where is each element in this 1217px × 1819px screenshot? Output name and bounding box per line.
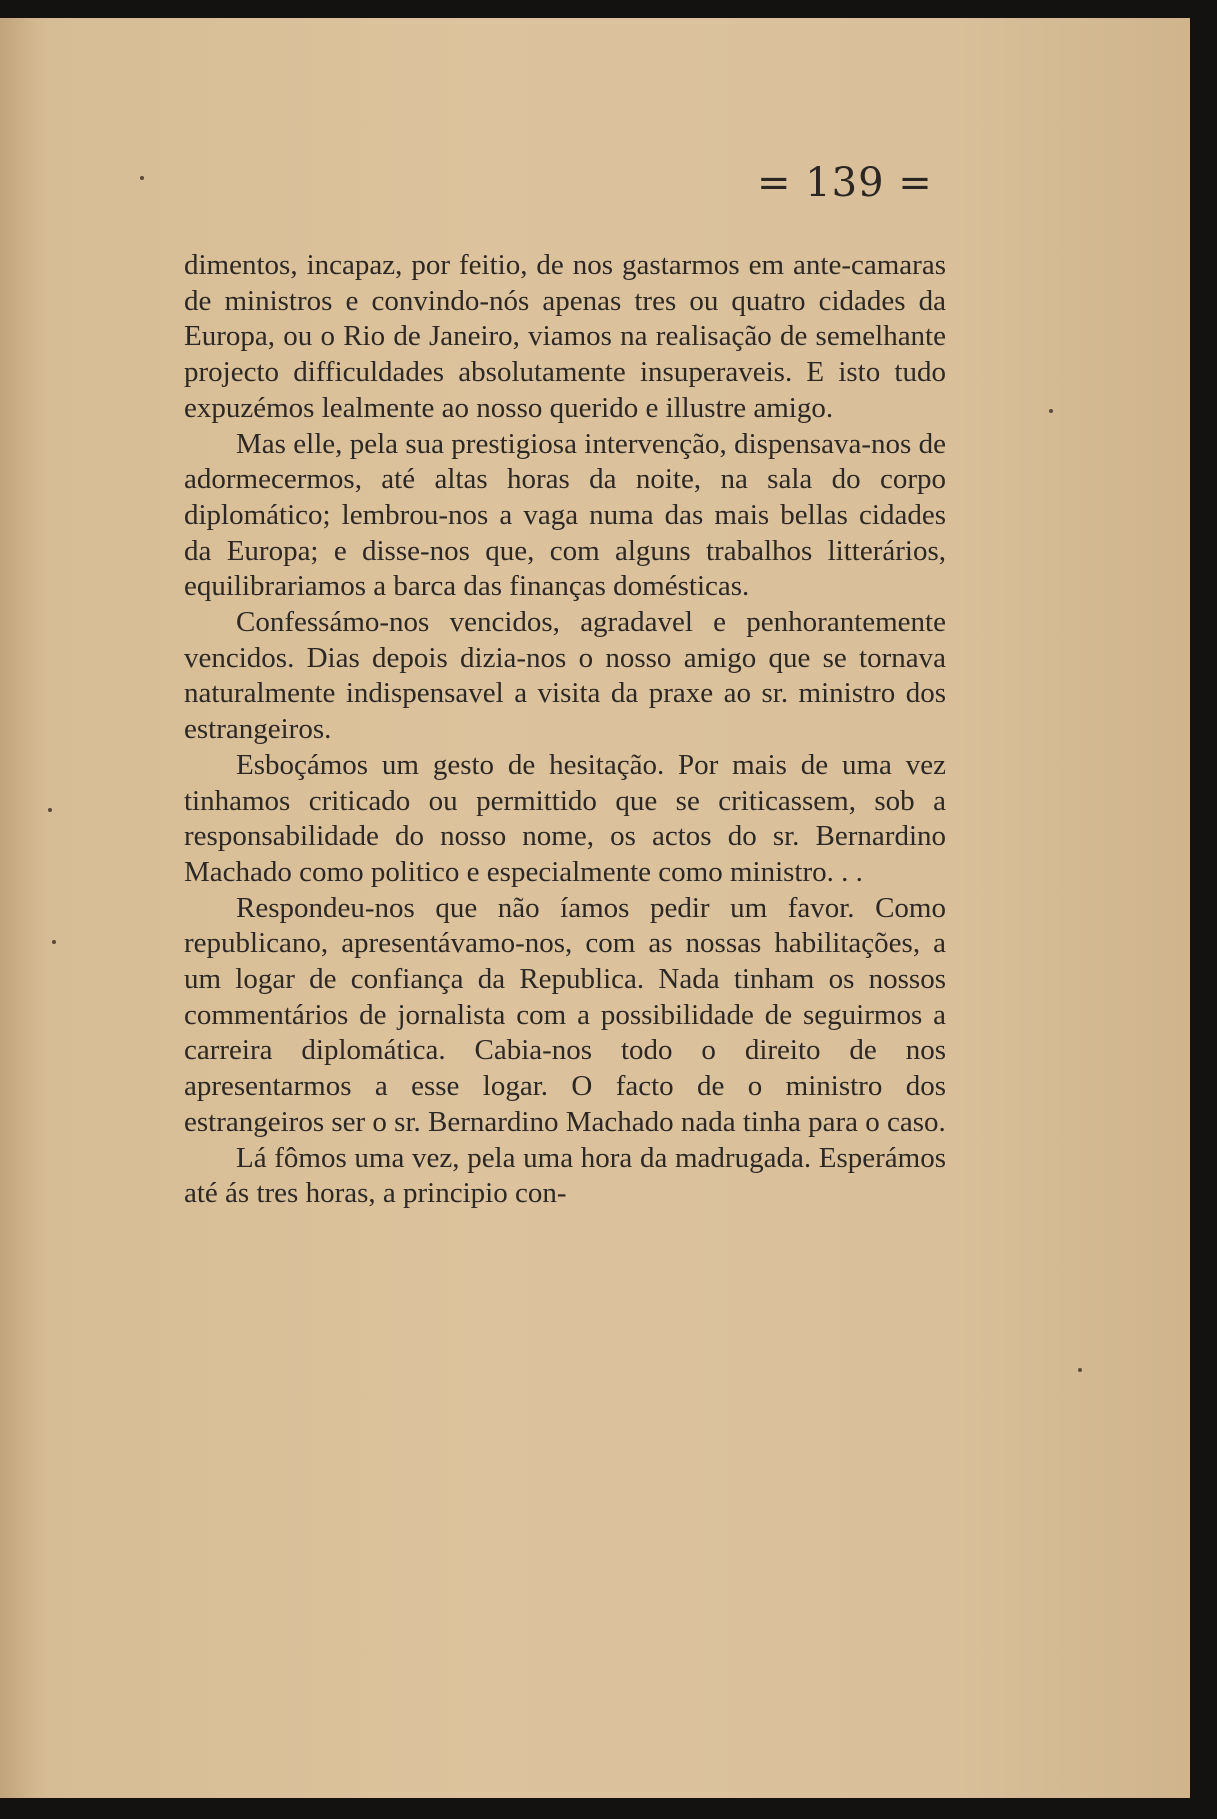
paragraph: Respondeu-nos que não íamos pedir um favor. Como republicano, apresentávamo-nos, com as nossas habilitações, a um logar de confiança da Republica. Nada tinham os nossos commentários de jornalista com a possibilidade de seguirmos a carreira diplomática. Cabia-nos todo o direito de nos apresentarmos a esse logar. O facto de o ministro dos estrangeiros ser o sr. Bernardino Machado nada tinha para o caso.	[184, 891, 946, 1138]
paper-speck	[140, 176, 144, 180]
paragraph: dimentos, incapaz, por feitio, de nos gastarmos em ante-camaras de ministros e convindo-nós apenas tres ou quatro cidades da Europa, ou o Rio de Janeiro, viamos na realisação de semelhante projecto difficuldades absolutamente insuperaveis. E isto tudo expuzémos lealmente ao nosso querido e illustre amigo.	[184, 249, 946, 424]
paper-speck	[48, 808, 52, 812]
paragraph: Mas elle, pela sua prestigiosa intervenção, dispensava-nos de adormecermos, até altas horas da noite, na sala do corpo diplomático; lembrou-nos a vaga numa das mais bellas cidades da Europa; e disse-nos que, com alguns trabalhos litterários, equilibrariamos a barca das finanças domésticas.	[184, 427, 946, 603]
paragraph: Esboçámos um gesto de hesitação. Por mais de uma vez tinhamos criticado ou permittido que se criticassem, sob a responsabilidade do nosso nome, os actos do sr. Bernardino Machado como politico e especialmente como ministro. . .	[184, 748, 946, 888]
paragraph: Confessámo-nos vencidos, agradavel e penhorantemente vencidos. Dias depois dizia-nos o nosso amigo que se tornava naturalmente indispensavel a visita da praxe ao sr. ministro dos estrangeiros.	[184, 606, 946, 746]
paper-speck	[1049, 409, 1053, 413]
body-text	[184, 248, 946, 1212]
page-number: = 139 =	[757, 160, 933, 206]
paper-speck	[1078, 1368, 1082, 1372]
paragraph: Lá fômos uma vez, pela uma hora da madrugada. Esperámos até ás tres horas, a principio con-	[184, 1141, 946, 1210]
paper-speck	[52, 940, 56, 944]
